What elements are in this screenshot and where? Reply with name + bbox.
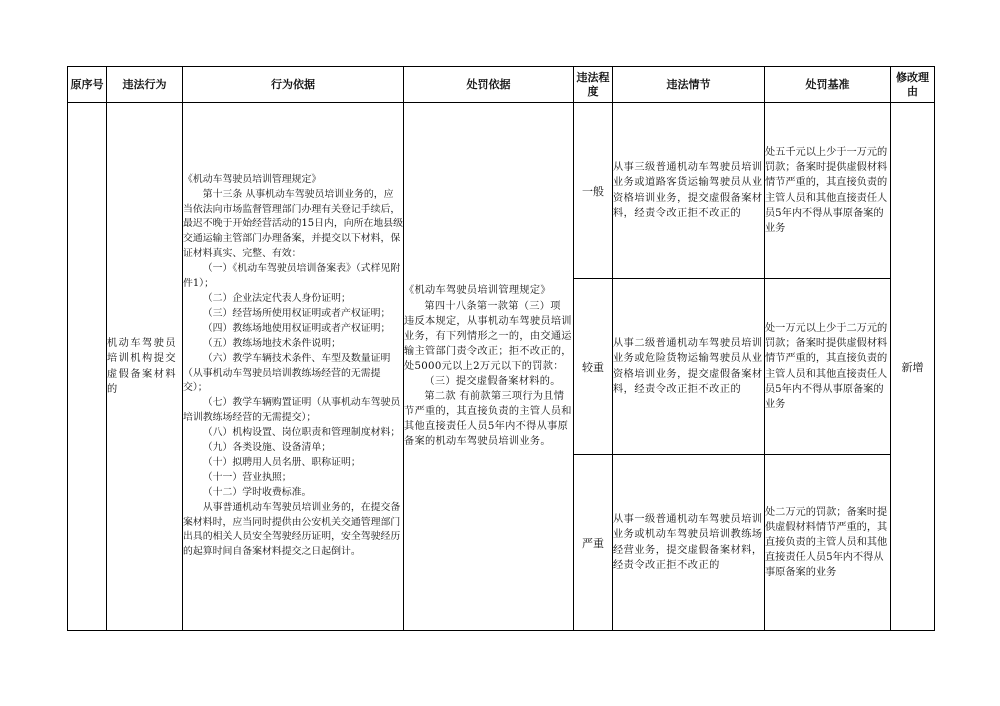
header-violation: 违法行为 bbox=[107, 67, 183, 103]
basis-line: （九）各类设施、设备清单； bbox=[202, 442, 332, 454]
penalty-standards-table bbox=[67, 66, 935, 631]
basis-line: （一）《机动车驾驶员培训备案表》（式样见附件1）； bbox=[183, 263, 401, 290]
penalty-line: 第四十八条第一款第（三）项 违反本规定，从事机动车驾驶员培训业务，有下列情形之一的，由交通运输主管部门责令改正；拒不改正的，处5000元以上2万元以下的罚款： bbox=[404, 300, 572, 372]
circumstance-severe: 从事一级普通机动车驾驶员培训业务或机动车驾驶员培训教练场经营业务，提交虚假备案材料，经责令改正拒不改正的 bbox=[613, 455, 765, 631]
penalty-line: 第二款 有前款第三项行为且情节严重的，其直接负责的主管人员和其他直接责任人员5年内不得从事原备案的机动车驾驶员培训业务。 bbox=[404, 391, 572, 448]
basis-line: （七）教学车辆购置证明（从事机动车驾驶员培训教练场经营的无需提交）； bbox=[183, 397, 401, 424]
table-row bbox=[68, 103, 935, 279]
basis-line: 第十三条 从事机动车驾驶员培训业务的，应当依法向市场监督管理部门办理有关登记手续后，最迟不晚于开始经营活动的15日内，向所在地县级交通运输主管部门办理备案，并提交以下材料，保证材料真实、完整、有效： bbox=[183, 188, 403, 260]
header-penalty-basis: 处罚依据 bbox=[404, 67, 574, 103]
circumstance-general: 从事三级普通机动车驾驶员培训业务或道路客货运输驾驶员从业资格培训业务，提交虚假备案材料，经责令改正拒不改正的 bbox=[613, 103, 765, 279]
circumstance-serious: 从事二级普通机动车驾驶员培训业务或危险货物运输驾驶员从业资格培训业务，提交虚假备案材料，经责令改正拒不改正的 bbox=[613, 279, 765, 455]
basis-line: （三）经营场所使用权证明或者产权证明； bbox=[202, 307, 391, 319]
basis-line: （十）拟聘用人员名册、职称证明； bbox=[202, 456, 361, 468]
basis-line: 《机动车驾驶员培训管理规定》 bbox=[183, 173, 322, 185]
revision-reason-cell: 新增 bbox=[891, 103, 935, 631]
penalty-basis-cell bbox=[404, 103, 574, 631]
basis-line: （六）教学车辆技术条件、车型及数量证明（从事机动车驾驶员培训教练场经营的无需提交）； bbox=[183, 352, 391, 394]
basis-line: （十一）营业执照； bbox=[202, 471, 292, 483]
standard-severe: 处二万元的罚款；备案时提供虚假材料情节严重的，其直接负责的主管人员和其他直接责任人员5年内不得从事原备案的业务 bbox=[765, 455, 891, 631]
degree-serious: 较重 bbox=[574, 279, 613, 455]
header-circumstance: 违法情节 bbox=[613, 67, 765, 103]
standard-general: 处五千元以上少于一万元的罚款；备案时提供虚假材料情节严重的，其直接负责的主管人员和其他直接责任人员5年内不得从事原备案的业务 bbox=[765, 103, 891, 279]
penalty-line: （三）提交虚假备案材料的。 bbox=[424, 376, 561, 388]
conduct-basis-cell bbox=[183, 103, 404, 631]
header-original-no: 原序号 bbox=[68, 67, 107, 103]
degree-general: 一般 bbox=[574, 103, 613, 279]
basis-line: （四）教练场地使用权证明或者产权证明； bbox=[202, 322, 391, 334]
basis-line: （五）教练场地技术条件说明； bbox=[202, 337, 342, 349]
violation-cell: 机动车驾驶员培训机构提交虚假备案材料的 bbox=[107, 103, 183, 631]
header-row bbox=[68, 67, 935, 103]
basis-line: 从事普通机动车驾驶员培训业务的，在提交备案材料时，应当同时提供由公安机关交通管理部门出具的相关人员安全驾驶经历证明，安全驾驶经历的起算时间自备案材料提交之日起倒计。 bbox=[183, 501, 401, 558]
header-degree: 违法程度 bbox=[574, 67, 613, 103]
degree-severe: 严重 bbox=[574, 455, 613, 631]
header-revision-reason: 修改理由 bbox=[891, 67, 935, 103]
basis-line: （二）企业法定代表人身份证明； bbox=[202, 292, 351, 304]
header-penalty-standard: 处罚基准 bbox=[765, 67, 891, 103]
original-no-cell bbox=[68, 103, 107, 631]
basis-line: （八）机构设置、岗位职责和管理制度材料； bbox=[202, 427, 401, 439]
standard-serious: 处一万元以上少于二万元的罚款；备案时提供虚假材料情节严重的，其直接负责的主管人员和其他直接责任人员5年内不得从事原备案的业务 bbox=[765, 279, 891, 455]
basis-line: （十二）学时收费标准。 bbox=[202, 486, 312, 498]
header-conduct-basis: 行为依据 bbox=[183, 67, 404, 103]
penalty-line: 《机动车驾驶员培训管理规定》 bbox=[404, 285, 551, 297]
